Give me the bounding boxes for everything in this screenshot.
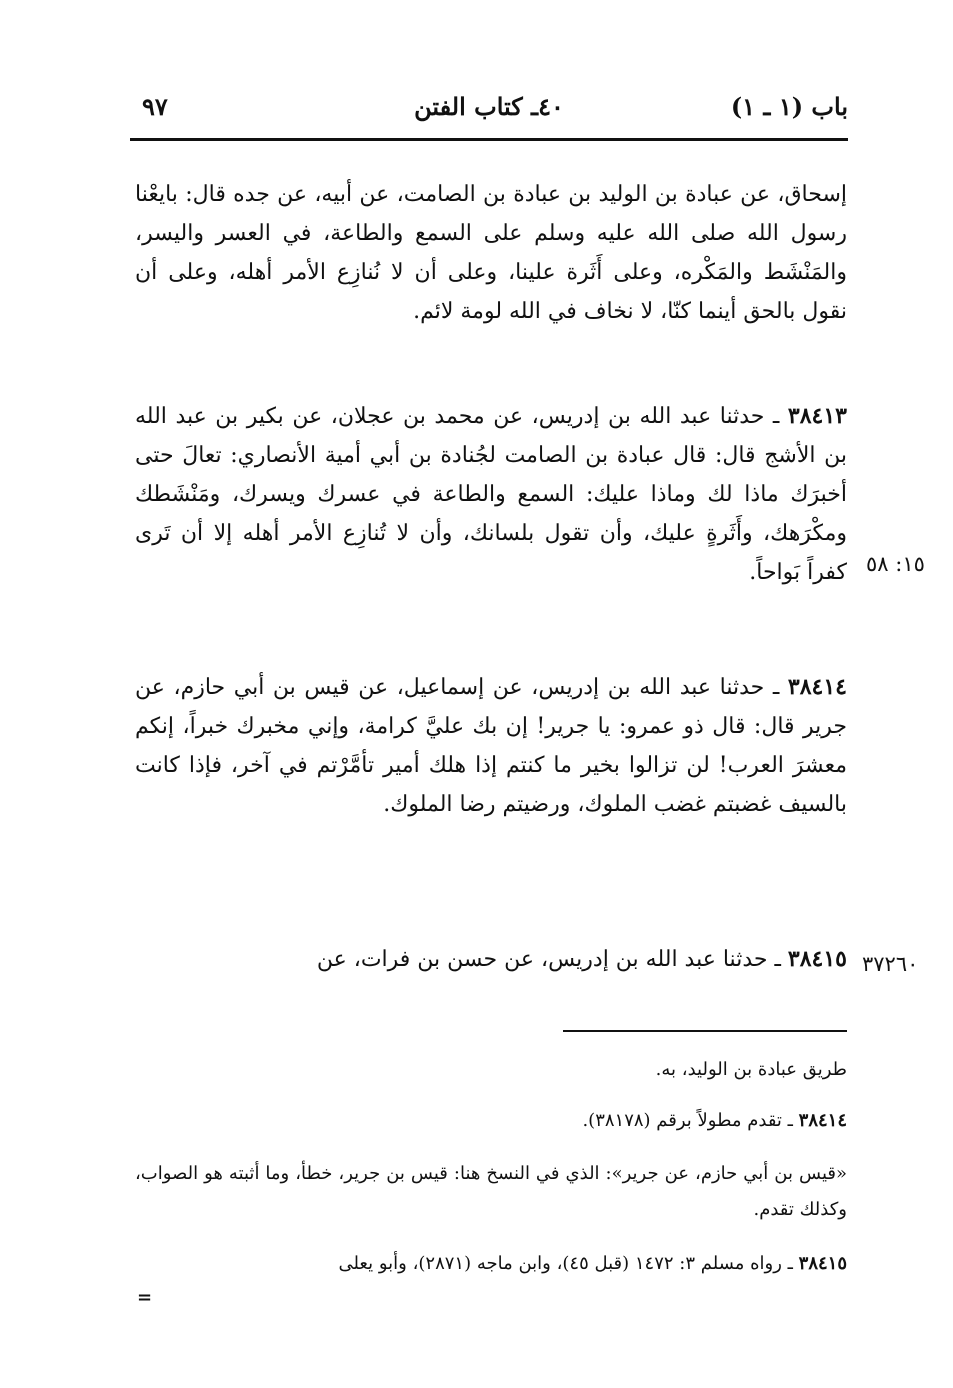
paragraph-38414	[135, 668, 847, 824]
continuation-mark: =	[137, 1287, 153, 1308]
paragraph-38413	[135, 397, 847, 592]
footnote-1	[135, 1052, 847, 1088]
margin-reference-number: ٣٧٢٦٠	[862, 952, 919, 976]
footnote-rule	[563, 1030, 847, 1032]
book-title: ٤٠ـ كتاب الفتن	[414, 92, 564, 121]
footnote-38415	[135, 1246, 847, 1282]
footnote-text: طريق عبادة بن الوليد، به.	[655, 1059, 847, 1080]
footnote-text: ـ تقدم مطولاً برقم (٣٨١٧٨).	[582, 1110, 799, 1131]
paragraph-text: ـ حدثنا عبد الله بن إدريس، عن حسن بن فرات، عن	[316, 947, 788, 972]
page-header	[130, 92, 848, 132]
paragraph-1	[135, 175, 847, 331]
paragraph-38415	[135, 940, 847, 979]
hadith-number: ٣٨٤١٣	[787, 403, 847, 429]
footnote-number: ٣٨٤١٥	[798, 1253, 847, 1274]
footnote-38414	[135, 1103, 847, 1139]
chapter-label: باب (١ ـ ١)	[730, 92, 848, 121]
page-number: ٩٧	[142, 92, 168, 121]
footnote-text: ـ رواه مسلم ٣: ١٤٧٢ (قبل ٤٥)، وابن ماجه (٢٨٧١)، وأبو يعلى	[338, 1253, 799, 1274]
footnote-text: «قيس بن أبي حازم، عن جرير»: الذي في النسخ هنا: قيس بن جرير، خطأ، وما أثبته هو الصواب، وكذلك تقدم.	[135, 1163, 847, 1220]
footnote-3	[135, 1156, 847, 1228]
paragraph-text: ـ حدثنا عبد الله بن إدريس، عن محمد بن عجلان، عن بكير بن عبد الله بن الأشج قال: قال عبادة بن الصامت لجُنادة بن أبي أمية الأنصاري: تعالَ حتى أخبرَك ماذا لك وماذا عليك: السمع والطاعة في عسرك ويسرك، ومَنْشَطك ومكْرَهك، وأَثَرةٍ عليك، وأن تقول بلسانك، وأن لا تُنازِع الأمر أهله إلا أن تَرى كفراً بَواحاً.	[135, 404, 847, 585]
hadith-number: ٣٨٤١٤	[787, 674, 847, 700]
paragraph-text: ـ حدثنا عبد الله بن إدريس، عن إسماعيل، عن قيس بن أبي حازم، عن جرير قال: قال ذو عمرو: يا جرير! إن بك عليَّ كرامة، وإني مخبرك خبراً، إنكم معشرَ العرب! لن تزالوا بخير ما كنتم إذا هلك أمير تأمَّرْتم في آخر، فإذا كانت بالسيف غضبتم غضب الملوك، ورضيتم رضا الملوك.	[135, 675, 847, 817]
paragraph-1-text: إسحاق، عن عبادة بن الوليد بن عبادة بن الصامت، عن أبيه، عن جده قال: بايعْنا رسول الله صلى الله عليه وسلم على السمع والطاعة، في العسر واليسر، والمَنْشَط والمَكْره، وعلى أَثَرة علينا، وعلى أن لا نُنازِع الأمر أهله، وعلى أن نقول بالحق أينما كنّا، لا نخاف في الله لومة لائم.	[135, 182, 847, 324]
margin-reference: ١٥: ٥٨	[866, 552, 925, 576]
header-rule	[130, 138, 848, 141]
hadith-number: ٣٨٤١٥	[787, 946, 847, 972]
footnote-number: ٣٨٤١٤	[798, 1110, 847, 1131]
